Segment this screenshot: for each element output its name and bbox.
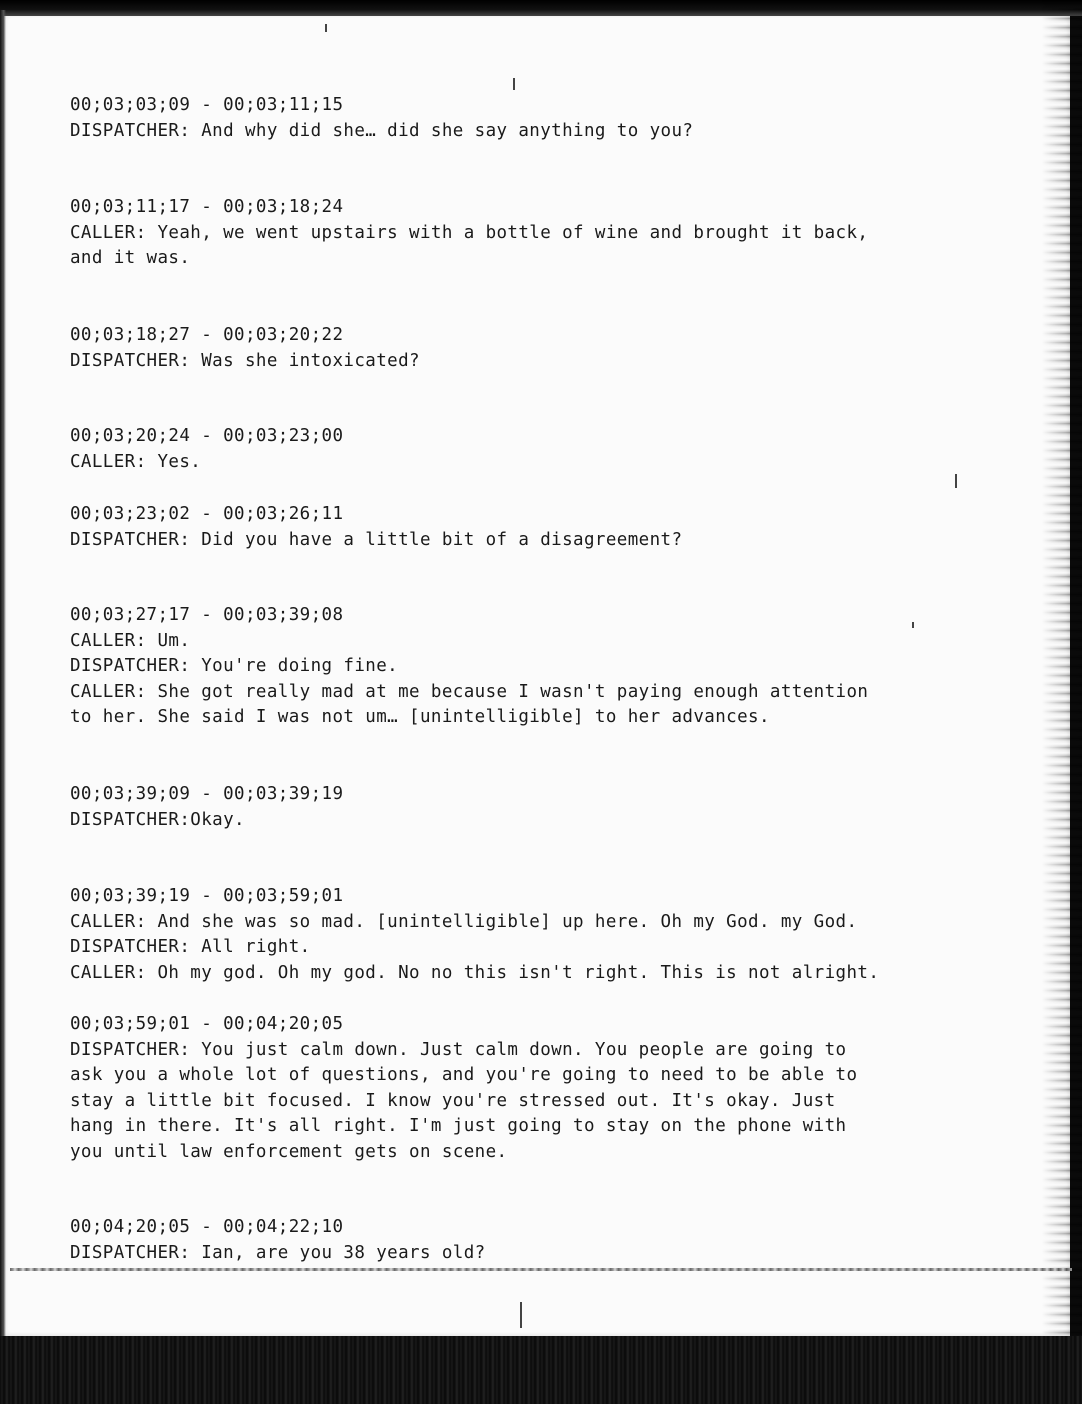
transcript-entry xyxy=(70,93,1030,144)
scan-bottom-border xyxy=(0,1336,1082,1404)
entry-timestamp: 00;03;03;09 - 00;03;11;15 xyxy=(70,95,344,115)
entry-line: DISPATCHER: Ian, are you 38 years old? xyxy=(70,1242,486,1263)
entry-line: CALLER: She got really mad at me because I wasn't paying enough attention xyxy=(70,681,869,702)
entry-line: to her. She said I was not um… [unintelligible] to her advances. xyxy=(70,707,770,727)
entry-line: DISPATCHER:Okay. xyxy=(70,809,245,830)
entry-line: and it was. xyxy=(70,248,191,268)
entry-line: DISPATCHER: Was she intoxicated? xyxy=(70,350,420,371)
scan-left-edge xyxy=(0,10,6,1340)
scan-speck xyxy=(955,474,957,488)
scan-speck xyxy=(513,78,515,90)
transcript-entry xyxy=(70,884,1030,986)
entry-line: DISPATCHER: Did you have a little bit of a disagreement? xyxy=(70,529,683,550)
entry-timestamp: 00;03;39;19 - 00;03;59;01 xyxy=(70,886,344,906)
entry-timestamp: 00;03;39;09 - 00;03;39;19 xyxy=(70,784,344,804)
entry-line: CALLER: Oh my god. Oh my god. No no this isn't right. This is not alright. xyxy=(70,962,880,983)
entry-timestamp: 00;03;27;17 - 00;03;39;08 xyxy=(70,605,344,625)
entry-line: hang in there. It's all right. I'm just going to stay on the phone with xyxy=(70,1116,847,1136)
entry-line: CALLER: And she was so mad. [unintelligible] up here. Oh my God. my God. xyxy=(70,911,858,932)
transcript-entry xyxy=(70,424,1030,475)
transcript-entry xyxy=(70,603,1030,731)
entry-line: you until law enforcement gets on scene. xyxy=(70,1141,508,1162)
entry-line: CALLER: Yes. xyxy=(70,451,202,472)
entry-line: CALLER: Um. xyxy=(70,630,191,651)
entry-line: CALLER: Yeah, we went upstairs with a bottle of wine and brought it back, xyxy=(70,222,869,243)
transcript-entry xyxy=(70,1012,1030,1165)
scan-top-border xyxy=(0,0,1082,16)
transcript-entry xyxy=(70,502,1030,553)
scan-bottom-artifact-line xyxy=(10,1268,1072,1271)
scan-speck xyxy=(520,1302,522,1328)
entry-timestamp: 00;03;23;02 - 00;03;26;11 xyxy=(70,504,344,524)
entry-line: DISPATCHER: You just calm down. Just calm down. You people are going to xyxy=(70,1039,847,1060)
entry-line: DISPATCHER: And why did she… did she say anything to you? xyxy=(70,120,694,141)
entry-timestamp: 00;04;20;05 - 00;04;22;10 xyxy=(70,1217,344,1237)
transcript-entry xyxy=(70,1215,1030,1266)
transcript-entry xyxy=(70,195,1030,272)
entry-timestamp: 00;03;18;27 - 00;03;20;22 xyxy=(70,325,344,345)
entry-line: DISPATCHER: All right. xyxy=(70,937,311,957)
transcript-entry xyxy=(70,323,1030,374)
entry-timestamp: 00;03;11;17 - 00;03;18;24 xyxy=(70,197,344,217)
transcript-entry xyxy=(70,782,1030,833)
entry-line: DISPATCHER: You're doing fine. xyxy=(70,656,399,676)
entry-timestamp: 00;03;20;24 - 00;03;23;00 xyxy=(70,426,344,446)
scan-right-edge xyxy=(1042,0,1082,1340)
entry-timestamp: 00;03;59;01 - 00;04;20;05 xyxy=(70,1014,344,1034)
entry-line: ask you a whole lot of questions, and you're going to need to be able to xyxy=(70,1065,858,1085)
scan-speck xyxy=(325,24,327,32)
entry-line: stay a little bit focused. I know you're stressed out. It's okay. Just xyxy=(70,1090,836,1111)
